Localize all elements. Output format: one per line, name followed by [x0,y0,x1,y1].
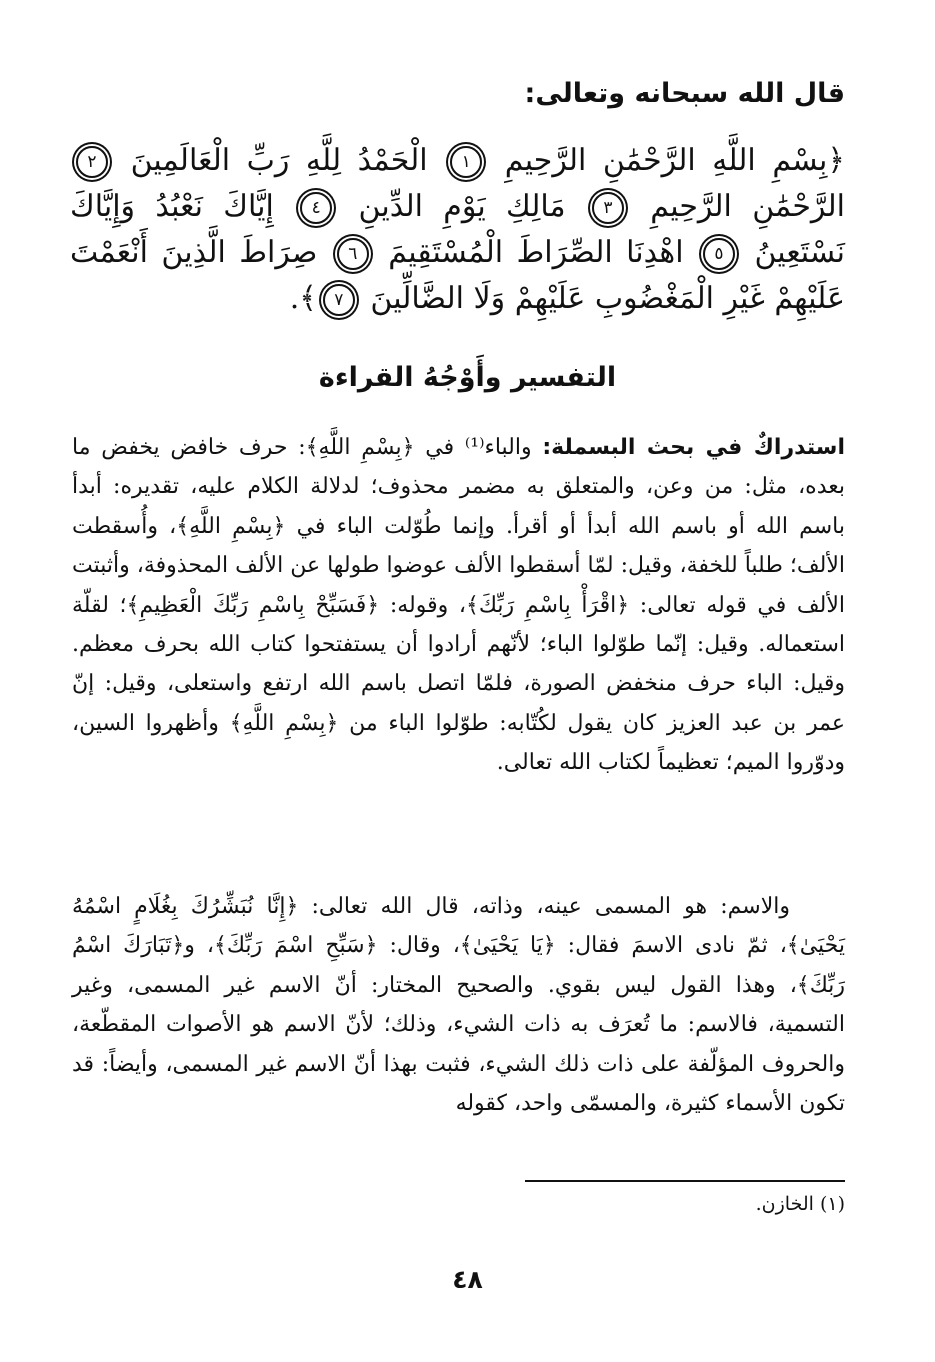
ayah-number-badge: ١ [450,146,482,178]
intro-line: قال الله سبحانه وتعالى: [524,78,845,109]
verses-closing-bracket: ﴾. [289,281,317,316]
ayah-number-badge: ٧ [323,284,355,316]
ayah-number-badge: ٣ [592,192,624,224]
verse-text: الرَّحْمَٰنِ الرَّحِيمِ [650,189,845,224]
ayah-number-badge: ٥ [703,238,735,270]
ayah-number-badge: ٢ [76,146,108,178]
footnote: (١) الخازن. [755,1193,845,1215]
ayah-number-badge: ٦ [337,238,369,270]
paragraph-ism: والاسم: هو المسمى عينه، وذاته، قال الله تعالى: ﴿إِنَّا نُبَشِّرُكَ بِغُلَامٍ اسْمُهُ يَحْيَىٰ﴾، ثمّ نادى الاسمَ فقال: ﴿يَا يَحْيَىٰ﴾، وقال: ﴿سَبِّحِ اسْمَ رَبِّكَ﴾، و﴿تَبَارَكَ اسْمُ رَبِّكَ﴾، وهذا القول ليس بقوي. والصحيح المختار: أنّ الاسم غير المسمى، وغير التسمية، فالاسم: ما تُعرَف به ذات الشيء، وذلك؛ لأنّ الاسم هو الأصوات المقطّعة، والحروف المؤلّفة على ذات ذلك الشيء، فثبت بهذا أنّ الاسم غير المسمى، وأيضاً: قد تكون الأسماء كثيرة، والمسمّى واحد، كقوله [72,894,845,1117]
paragraph-body: والباء⁽¹⁾ في ﴿بِسْمِ اللَّهِ﴾: حرف خافض يخفض ما بعده، مثل: من وعن، والمتعلق به مضمر محذوف؛ لدلالة الكلام عليه، تقديره: أبدأ باسم الله أو باسم الله أبدأ أو أقرأ. وإنما طُوّلت الباء في ﴿بِسْمِ اللَّهِ﴾، وأُسقطت الألف؛ طلباً للخفة، وقيل: لمّا أسقطوا الألف عوضوا طولها عن الألف المحذوفة، وأثبتت الألف في قوله تعالى: ﴿اقْرَأْ بِاسْمِ رَبِّكَ﴾، وقوله: ﴿فَسَبِّحْ بِاسْمِ رَبِّكَ الْعَظِيمِ﴾؛ لقلّة استعماله. وقيل: إنّما طوّلوا الباء؛ لأنّهم أرادوا أن يستفتحوا كتاب الله بحرف معظم. وقيل: الباء حرف منخفض الصورة، فلمّا اتصل باسم الله ارتفع واستعلى، وقيل: إنّ عمر بن عبد العزيز كان يقول لكُتّابه: طوّلوا الباء من ﴿بِسْمِ اللَّهِ﴾ وأظهروا السين، ودوّروا الميم؛ تعظيماً لكتاب الله تعالى. [72,435,845,776]
footnote-divider [525,1180,845,1182]
verse-text: إِيَّاكَ نَعْبُدُ وَإِيَّاكَ نَسْتَعِينُ [70,189,845,270]
quran-verses [70,138,845,322]
verse-text: مَالِكِ يَوْمِ الدِّينِ [358,189,566,224]
page-number: ٤٨ [452,1265,483,1294]
paragraph-lead: استدراكٌ في بحث البسملة: [542,435,845,460]
verse-text: الْحَمْدُ لِلَّهِ رَبِّ الْعَالَمِينَ [130,143,428,178]
verse-text: ﴿بِسْمِ اللَّهِ الرَّحْمَٰنِ الرَّحِيمِ [504,143,845,178]
verse-text: صِرَاطَ الَّذِينَ أَنْعَمْتَ عَلَيْهِمْ غَيْرِ الْمَغْضُوبِ عَلَيْهِمْ وَلَا الضَّالِّينَ [70,235,845,316]
section-heading: التفسير وأَوْجُهُ القراءة [318,362,617,393]
ayah-number-badge: ٤ [300,192,332,224]
verse-text: اهْدِنَا الصِّرَاطَ الْمُسْتَقِيمَ [388,235,684,270]
paragraph-basmala [72,428,845,783]
